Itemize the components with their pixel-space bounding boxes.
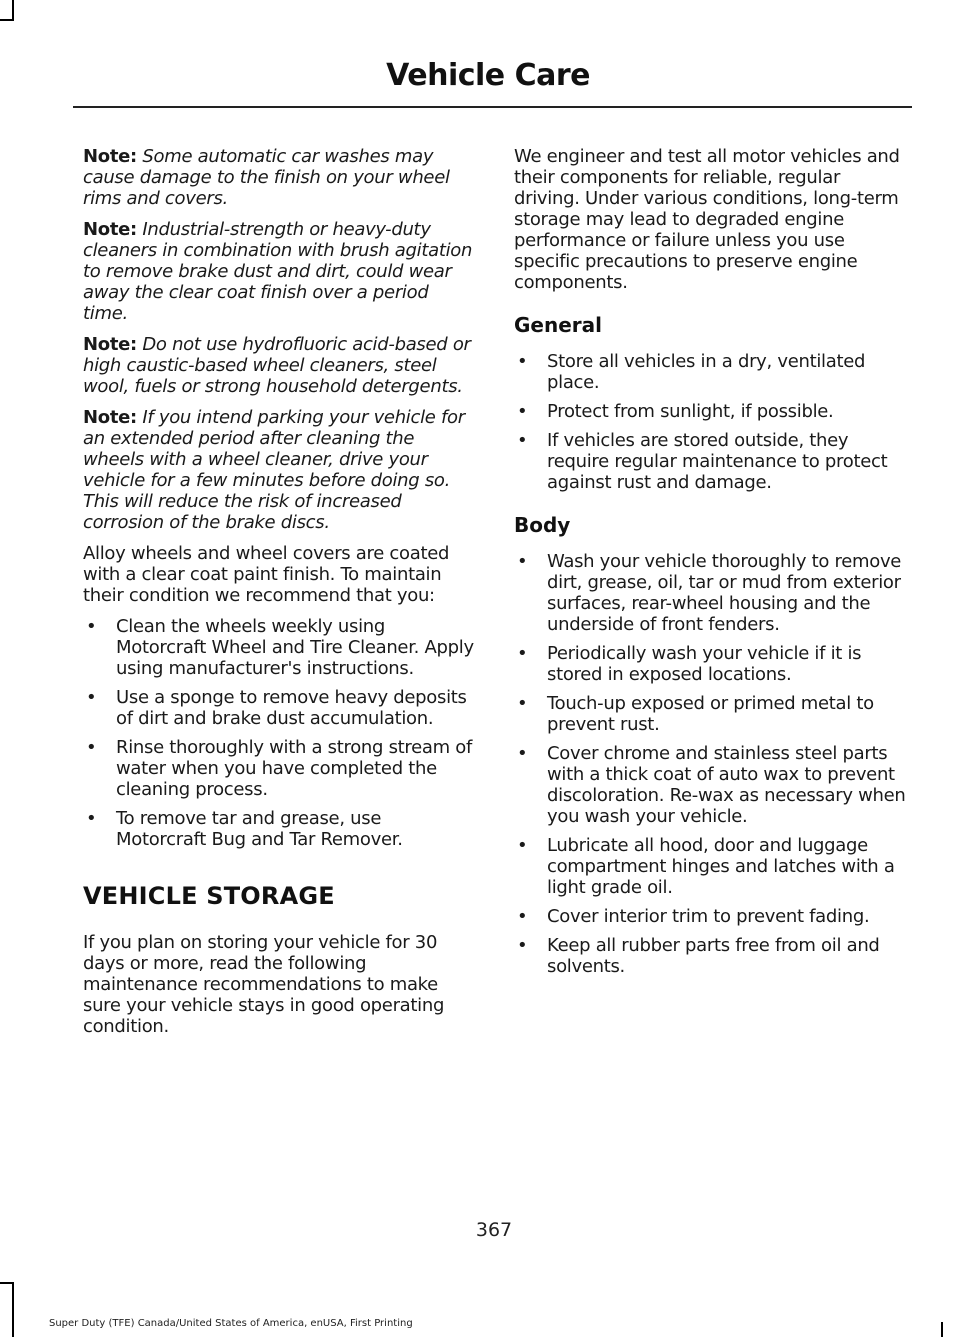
bullet-glyph: •	[517, 401, 528, 422]
list-item-text: Keep all rubber parts free from oil and solvents.	[547, 935, 880, 977]
crop-mark-bottom-right-v	[941, 1322, 943, 1337]
page-number: 367	[475, 1219, 513, 1241]
bullet-glyph: •	[86, 808, 97, 829]
note-label: Note:	[83, 334, 137, 355]
list-item	[83, 616, 475, 679]
bullet-glyph: •	[517, 551, 528, 572]
bullet-glyph: •	[517, 935, 528, 956]
note-paragraph	[83, 219, 475, 324]
edition-footer: Super Duty (TFE) Canada/United States of America, enUSA, First Printing	[49, 1318, 413, 1329]
section-heading-vehicle-storage: VEHICLE STORAGE	[83, 882, 335, 910]
right-column	[514, 146, 910, 987]
list-item-text: Wash your vehicle thoroughly to remove dirt, grease, oil, tar or mud from exterior surfaces, rear-wheel housing and the underside of front fenders.	[547, 551, 902, 635]
note-text: If you intend parking your vehicle for an extended period after cleaning the wheels with a wheel cleaner, drive your vehicle for a few minutes before doing so. This will reduce the risk of increased corrosion of the brake discs.	[83, 407, 465, 533]
crop-mark-bottom-left-h	[0, 1282, 14, 1284]
list-item	[514, 835, 910, 898]
list-item-text: Touch-up exposed or primed metal to prevent rust.	[547, 693, 874, 735]
alloy-wheels-paragraph: Alloy wheels and wheel covers are coated with a clear coat paint finish. To maintain their condition we recommend that you:	[83, 543, 450, 606]
subheading-general: General	[514, 313, 602, 337]
list-item	[83, 687, 475, 729]
bullet-glyph: •	[517, 351, 528, 372]
crop-mark-top-left-v	[12, 0, 14, 20]
list-item	[514, 351, 910, 393]
bullet-glyph: •	[517, 643, 528, 664]
crop-mark-bottom-left-v	[12, 1282, 14, 1337]
note-text: Some automatic car washes may cause damage to the finish on your wheel rims and covers.	[83, 146, 450, 209]
list-item	[514, 551, 910, 635]
subheading-body: Body	[514, 513, 571, 537]
bullet-glyph: •	[86, 687, 97, 708]
list-item-text: Rinse thoroughly with a strong stream of water when you have completed the cleaning process.	[116, 737, 473, 800]
list-item	[514, 401, 910, 422]
left-column	[83, 146, 475, 1047]
bullet-glyph: •	[517, 743, 528, 764]
list-item-text: If vehicles are stored outside, they require regular maintenance to protect against rust and damage.	[547, 430, 888, 493]
note-label: Note:	[83, 219, 137, 240]
list-item-text: Lubricate all hood, door and luggage compartment hinges and latches with a light grade oil.	[547, 835, 895, 898]
list-item-text: To remove tar and grease, use Motorcraft Bug and Tar Remover.	[116, 808, 403, 850]
list-item-text: Protect from sunlight, if possible.	[547, 401, 834, 422]
storage-paragraph: If you plan on storing your vehicle for 30 days or more, read the following maintenance recommendations to make sure your vehicle stays in good operating condition.	[83, 932, 445, 1037]
bullet-glyph: •	[517, 906, 528, 927]
general-list	[514, 351, 910, 493]
list-item	[514, 743, 910, 827]
list-item	[83, 808, 475, 850]
note-text: Do not use hydrofluoric acid-based or high caustic-based wheel cleaners, steel wool, fuels or strong household detergents.	[83, 334, 471, 397]
note-label: Note:	[83, 407, 137, 428]
list-item	[514, 906, 910, 927]
storage-intro-paragraph: We engineer and test all motor vehicles and their components for reliable, regular driving. Under various conditions, long-term storage may lead to degraded engine performance or failure unless you use specific precautions to preserve engine components.	[514, 146, 900, 293]
bullet-glyph: •	[86, 737, 97, 758]
list-item-text: Use a sponge to remove heavy deposits of dirt and brake dust accumulation.	[116, 687, 467, 729]
bullet-glyph: •	[517, 835, 528, 856]
header-divider	[73, 106, 912, 108]
note-text: Industrial-strength or heavy-duty cleaners in combination with brush agitation to remove brake dust and dirt, could wear away the clear coat finish over a period time.	[83, 219, 473, 324]
note-label: Note:	[83, 146, 137, 167]
bullet-glyph: •	[517, 430, 528, 451]
list-item	[514, 935, 910, 977]
crop-mark-top-left-h	[0, 19, 14, 21]
alloy-wheel-care-list	[83, 616, 475, 850]
note-paragraph	[83, 407, 475, 533]
list-item-text: Cover interior trim to prevent fading.	[547, 906, 870, 927]
list-item	[514, 693, 910, 735]
note-paragraph	[83, 334, 475, 397]
page-header-title: Vehicle Care	[386, 58, 590, 93]
bullet-glyph: •	[517, 693, 528, 714]
list-item	[514, 430, 910, 493]
list-item-text: Clean the wheels weekly using Motorcraft Wheel and Tire Cleaner. Apply using manufacturer's instructions.	[116, 616, 474, 679]
list-item-text: Periodically wash your vehicle if it is stored in exposed locations.	[547, 643, 862, 685]
bullet-glyph: •	[86, 616, 97, 637]
body-list	[514, 551, 910, 977]
list-item-text: Store all vehicles in a dry, ventilated place.	[547, 351, 866, 393]
list-item	[514, 643, 910, 685]
list-item-text: Cover chrome and stainless steel parts with a thick coat of auto wax to prevent discoloration. Re-wax as necessary when you wash your vehicle.	[547, 743, 906, 827]
note-paragraph	[83, 146, 475, 209]
list-item	[83, 737, 475, 800]
